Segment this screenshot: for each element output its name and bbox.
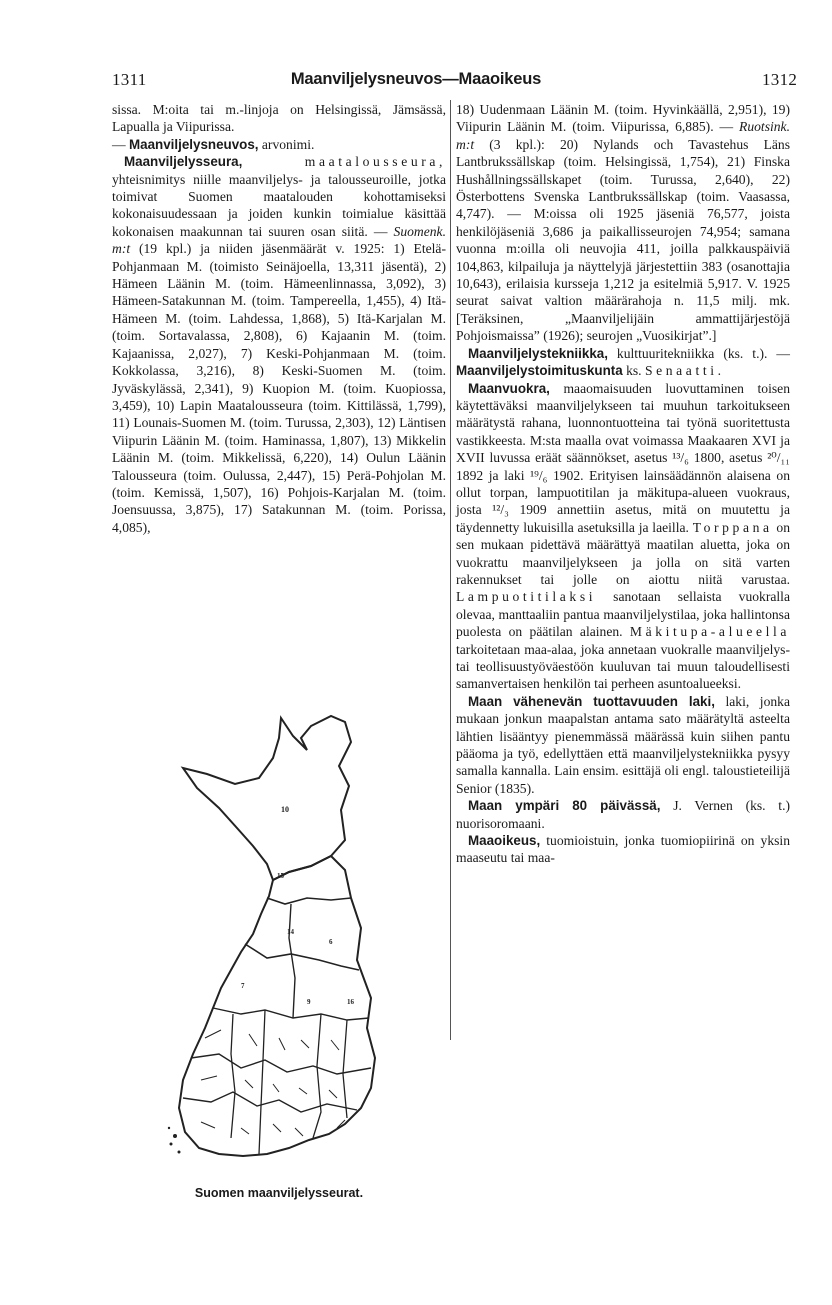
entry-text: 18) Uudenmaan Läänin M. (toim. Hyvinkäällä, 2,951), 19) Viipurin Läänin M. (toim. Viipurissa, 6,885). — xyxy=(456,102,790,135)
map-label-9: 9 xyxy=(307,998,311,1006)
entry-text: J. Vernen (ks. t.) nuorisoromaani. xyxy=(456,798,791,831)
paragraph-continued xyxy=(456,101,790,345)
map-border-north xyxy=(267,898,351,904)
entry-text: laki, jonka mukaan jonkun maapalstan antama sato määrätyltä asteelta lähtien lisääntyy pienemmässä määrässä kuin siihen pantu pääoma ja työ, edellyttäen että maanviljelystekniikka pysyy samalla kannalla. Lain ensim. esittäjä oli engl. taloustieteilijä Senior (1835). xyxy=(456,693,791,796)
spaced-term: Torppana xyxy=(692,519,773,535)
entry-text: arvonimi. xyxy=(258,136,315,152)
map-border-verticals xyxy=(231,1010,347,1154)
entry-maanvuokra xyxy=(456,380,790,693)
map-outline-lapland xyxy=(183,716,351,880)
entry-text: on sen mukaan pidettävä määrättyä maatilan aluetta, joka on vuokrattu maanviljelykseen ja jolla on sitä varten rakennukset tai jolle on aiottu niitä varustaa. xyxy=(456,519,790,587)
headword-maanviljelysneuvos: Maanviljelysneuvos, xyxy=(129,136,259,152)
map-caption: Suomen maanviljelysseurat. xyxy=(194,1186,364,1200)
spaced-term: Lampuotitilaksi xyxy=(456,589,597,605)
map-label-6: 6 xyxy=(329,938,333,946)
map-border-thin xyxy=(201,1030,345,1136)
spaced-term: Mäkitupa-alueella xyxy=(629,624,790,640)
dash: — xyxy=(112,136,129,152)
headword-maan-vahenevan: Maan vähenevän tuottavuuden laki, xyxy=(468,693,715,709)
page-number-right: 1312 xyxy=(762,70,798,89)
map-border-south-a xyxy=(213,1008,369,1020)
spaced-term: Senaatti. xyxy=(644,363,725,379)
map-island xyxy=(178,1151,181,1154)
map-figure xyxy=(161,708,392,1178)
entry-text: tuomioistuin, jonka tuomiopiirinä on yksin maaseutu tai maa- xyxy=(456,833,790,866)
map-label-7: 7 xyxy=(241,982,245,990)
map-label-16: 16 xyxy=(347,998,354,1006)
map-island xyxy=(170,1143,173,1146)
finland-map xyxy=(161,708,392,1178)
left-column xyxy=(112,101,446,536)
running-head: Maanviljelysneuvos—Maaoikeus xyxy=(290,70,542,88)
entry-text: tarkoitetaan maa-alaa, joka annetaan vuokralle maanviljelys- tai teollisuustyöväestöön kuuluvan tai muun taloudellisesti samanvertaisen henkilön tai perheen asuntoalueeksi. xyxy=(456,641,790,692)
entry-maan-vahenevan xyxy=(456,693,790,797)
map-border-vertical xyxy=(289,904,295,1018)
entry-maanviljelysneuvos xyxy=(112,136,446,153)
entry-text: (19 kpl.) ja niiden jäsenmäärät v. 1925: 1) Etelä-Pohjanmaan M. (toimisto Seinäjoella, 13,311 jäsentä), 2) Hämeen Läänin M. (toim. Hämeenlinnassa, 3,092), 3) Hämeen-Satakunnan M. (toim. Tampereella, 1,455), 4) Itä-Hämeen M. (toim. Lahdessa, 1,868), 5) Itä-Karjalan M. (toim. Sortavalassa, 2,808), 6) Kajaanin M. (toim. Kajaanissa, 2,027), 7) Keski-Pohjanmaan M. (toim. Kokkolassa, 3,216), 8) Keski-Suomen M. (toim. Jyväskylässä, 2,341), 9) Kuopion M. (toim. Kuopiossa, 3,459), 10) Lapin Maatalousseura (toim. Kittilässä, 1,799), 11) Lounais-Suomen M. (toim. Turussa, 2,303), 12) Läntisen Viipurin Läänin M. (toim. Haminassa, 1,807), 13) Mikkelin Läänin M. (toim. Mikkelissä, 6,220), 14) Oulun Läänin Talousseura (toim. Oulussa, 2,447), 15) Perä-Pohjolan M. (toim. Kemissä, 1,507), 16) Pohjois-Karjalan M. (toim. Joensuussa, 3,875), 17) Satakunnan M. (toim. Porissa, 4,085), xyxy=(112,241,446,535)
column-rule xyxy=(450,100,451,1040)
entry-text: sanotaan sellaista vuokralla olevaa, manttaaliin pantua maanviljelystilaa, joka hallintonsa puolesta on päätilan alainen. xyxy=(456,589,790,640)
map-label-15: 15 xyxy=(277,872,284,880)
spaced-term: maatalousseura, xyxy=(304,154,446,170)
entry-text: kulttuuritekniikka (ks. t.). — xyxy=(607,345,790,361)
map-label-10: 10 xyxy=(281,805,289,814)
entry-maanviljelystekniikka xyxy=(456,345,790,380)
headword-maaoikeus: Maaoikeus, xyxy=(468,833,541,849)
headword-maanviljelysseura: Maanviljelysseura, xyxy=(124,154,243,170)
italic-term: Suomenk. m:t xyxy=(112,223,446,257)
headword-maanviljelystoimituskunta: Maanviljelystoimituskunta xyxy=(456,363,623,379)
entry-text: ks. xyxy=(622,363,645,379)
entry-maaoikeus xyxy=(456,832,790,867)
map-border-middle xyxy=(245,944,359,970)
paragraph-sissa: sissa. M:oita tai m.-linjoja on Helsingissä, Jämsässä, Lapualla ja Viipurissa. xyxy=(112,102,446,135)
headword-maan-ympari: Maan ympäri 80 päivässä, xyxy=(468,798,661,814)
right-column xyxy=(456,101,790,867)
map-border-south-c xyxy=(183,1092,357,1112)
map-island xyxy=(173,1134,177,1138)
headword-maanvuokra: Maanvuokra, xyxy=(468,380,550,396)
entry-maanviljelysseura xyxy=(112,153,446,536)
headword-maanviljelystekniikka: Maanviljelystekniikka, xyxy=(468,345,608,361)
entry-maan-ympari xyxy=(456,797,790,832)
entry-text: (3 kpl.): 20) Nylands och Tavastehus Läns Lantbrukssällskap (toim. Helsingissä, 1,754), 21) Finska Hushållningssällskapet (toim. Turussa, 2,640), 22) Österbottens Svenska Lantbrukssällskap (toim. Vaasassa, 4,747). — M:oissa oli 1925 jäseniä 76,577, joista henkilöjäseniä 3,686 ja paikallisseurojen 74,954; samana vuonna m:oilla oli neuvojia 411, joilla palkkauspäiviä 104,863, kilpailuja ja näyttelyjä järjestettiin 383 (osanottajia 10,643), erilaisia kursseja 1,212 ja esitelmiä 5,917. V. 1925 seurat saivat valtion määrärahoja n. 11,5 milj. mk. [Teräksinen, „Maanviljelijäin ammattijärjestöjä Pohjoismaissa” (1926); seurojen „Vuosikirjat”.] xyxy=(456,136,790,344)
italic-term: Ruotsink. m:t xyxy=(456,119,790,152)
map-island xyxy=(168,1127,170,1129)
entry-text: maaomaisuuden luovuttaminen toisen käytettäväksi maanviljelykseen tai muuhun tarkoitukseen määrätystä rahana, luonnontuotteina tai työnä suoritettusta vastikkeesta. M:sta maalla ovat voimassa Maakaaren XVI ja XVII luvussa eräät säännökset, asetus ¹³/₆ 1800, asetus ²⁰/₁₁ 1892 ja laki ¹⁹/₆ 1902. Erityisen lainsäädännön alaisena on ollut torpan, lampuotitilan ja mäkitupa-alueen vuokraus, josta ¹²/₃ 1909 annettiin asetus, mitä on muutettu ja täydennetty lukuisilla asetuksilla ja laeilla. xyxy=(456,380,790,535)
entry-text: yhteisnimitys niille maanviljelys- ja talousseuroille, jotka toimivat Suomen maatalouden kohottamiseksi kokonaisuudessaan ja joiden kunkin toimialue käsittää kokonaisen maakunnan tai suuren osan siitä. — xyxy=(112,171,446,239)
map-label-14: 14 xyxy=(287,928,294,936)
page-number-left: 1311 xyxy=(112,70,147,89)
